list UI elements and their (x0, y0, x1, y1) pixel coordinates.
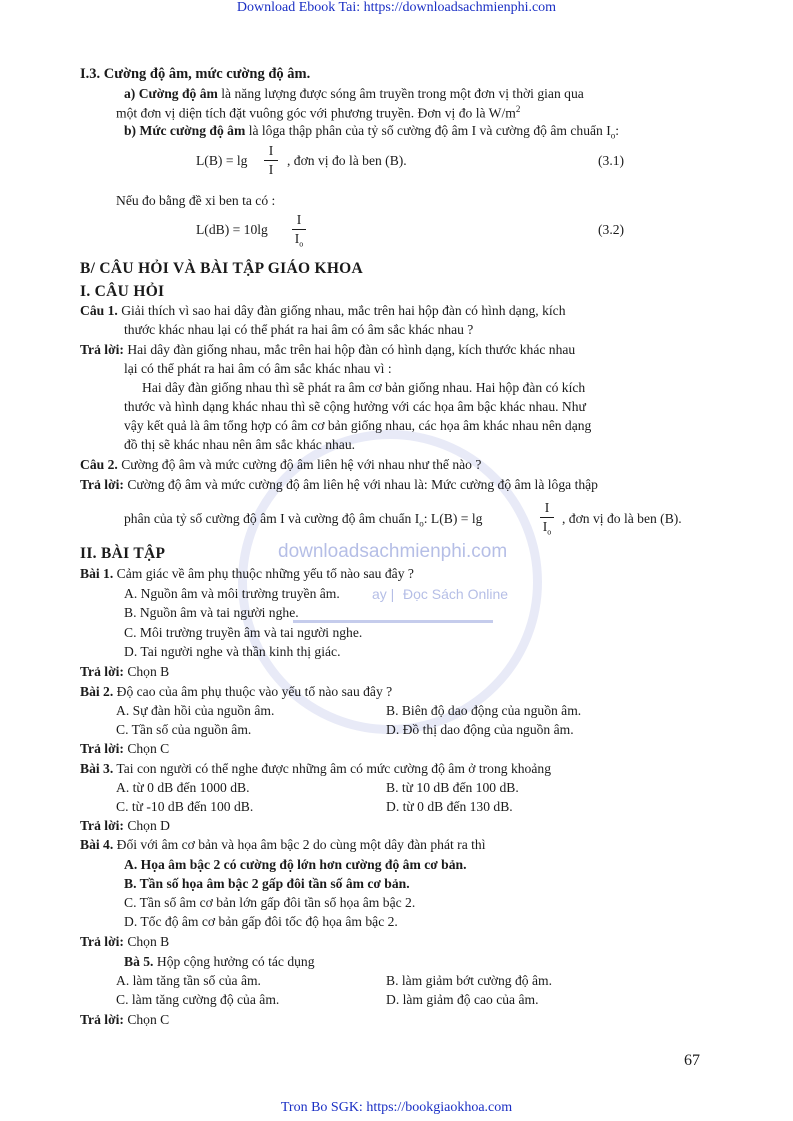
exercise-4-option-c: C. Tần số âm cơ bản lớn gấp đôi tần số họa âm bậc 2. (124, 895, 416, 910)
exercise-3-option-c: C. từ -10 dB đến 100 dB. (116, 799, 254, 814)
section-1-3-title: I.3. Cường độ âm, mức cường độ âm. (80, 66, 311, 82)
exercise-4-label: Bài 4. (80, 837, 114, 852)
page-number: 67 (684, 1052, 700, 1069)
exercise-1-answer: Trả lời: Chọn B (80, 664, 170, 679)
question-1-line1: Câu 1. Giải thích vì sao hai dây đàn giống nhau, mắc trên hai hộp đàn có hình dạng, kích (80, 303, 566, 318)
formula-3-1-number: (3.1) (598, 153, 625, 168)
answer-2-unit: , đơn vị đo là ben (B). (562, 511, 682, 526)
def-a-line2 (116, 104, 520, 122)
answer-1-line6: đồ thị sẽ khác nhau nên âm sắc khác nhau. (124, 437, 356, 452)
exercise-1-option-a: A. Nguồn âm và môi trường truyền âm. (124, 586, 340, 601)
exercise-2-answer: Trả lời: Chọn C (80, 741, 170, 756)
exercise-3-option-d: D. từ 0 dB đến 130 dB. (386, 799, 513, 814)
def-a-text2: một đơn vị diện tích đặt vuông góc với phương truyền. Đơn vị đo là W/m (116, 105, 516, 121)
footer-sgk-link[interactable]: Tron Bo SGK: https://bookgiaokhoa.com (280, 1100, 513, 1115)
exercise-2-label: Bài 2. (80, 684, 114, 699)
header-download-link[interactable]: Download Ebook Tai: https://downloadsachmienphi.com (236, 0, 557, 15)
exercise-4-option-b: B. Tần số họa âm bậc 2 gấp đôi tần số âm cơ bản. (124, 876, 410, 891)
answer-1-line5: vậy kết quả là âm tổng hợp có âm cơ bản giống nhau, các họa âm khác nhau nên dạng (124, 418, 592, 433)
answer-2-line2: phân của tỷ số cường độ âm I và cường độ âm chuẩn $I_o$: L(B) = lg (124, 511, 483, 529)
exercise-3-answer: Trả lời: Chọn D (80, 818, 170, 833)
exercise-2-question: Bài 2. Độ cao của âm phụ thuộc vào yếu tố nào sau đây ? (80, 684, 393, 699)
exercise-5-option-c: C. làm tăng cường độ của âm. (116, 992, 280, 1007)
def-a-line1 (124, 86, 584, 102)
exercise-1-option-b: B. Nguồn âm và tai người nghe. (124, 605, 299, 620)
exercise-1-label: Bài 1. (80, 566, 114, 581)
exercise-4-question: Bài 4. Đối với âm cơ bản và họa âm bậc 2 do cùng một dây đàn phát ra thì (80, 837, 486, 852)
answer-2-line1: Trả lời: Cường độ âm và mức cường độ âm liên hệ với nhau là: Mức cường độ âm là lôga thập (80, 477, 598, 492)
question-2-line: Câu 2. Cường độ âm và mức cường độ âm liên hệ với nhau như thế nào ? (80, 457, 482, 472)
exercise-4-answer: Trả lời: Chọn B (80, 934, 170, 949)
watermark-tagline-prefix: ay | (372, 586, 395, 602)
def-a-sup: 2 (515, 104, 521, 114)
decibel-note: Nếu đo bằng đề xi ben ta có : (116, 193, 276, 208)
question-1-label: Câu 1. (80, 303, 118, 318)
formula-3-2-numerator: I (296, 212, 302, 227)
formula-3-1-denominator: I (268, 162, 274, 177)
exercise-1-option-d: D. Tai người nghe và thần kinh thị giác. (124, 644, 341, 659)
watermark-site-text: downloadsachmienphi.com (278, 541, 508, 562)
formula-3-1-left: L(B) = lg (196, 153, 248, 168)
formula-3-2-fraction (292, 212, 306, 249)
formula-3-1-right: , đơn vị đo là ben (B). (287, 153, 407, 168)
formula-3-2-number: (3.2) (598, 222, 625, 237)
def-b-line (124, 123, 619, 141)
exercise-2-option-d: D. Đồ thị dao động của nguồn âm. (386, 722, 574, 737)
exercise-2-option-b: B. Biên độ dao động của nguồn âm. (386, 703, 582, 718)
exercise-3-option-a: A. từ 0 dB đến 1000 dB. (116, 780, 250, 795)
def-a-text1: là năng lượng được sóng âm truyền trong một đơn vị thời gian qua (221, 86, 584, 101)
exercise-2-option-c: C. Tần số của nguồn âm. (116, 722, 252, 737)
exercise-5-option-a: A. làm tăng tần số của âm. (116, 973, 261, 988)
def-b-label: b) (124, 123, 137, 138)
exercise-2-option-a: A. Sự đàn hồi của nguồn âm. (116, 703, 275, 718)
def-a-label: a) (124, 86, 136, 101)
exercise-5-option-b: B. làm giảm bớt cường độ âm. (386, 973, 552, 988)
answer-1-line1: Trả lời: Hai dây đàn giống nhau, mắc trên hai hộp đàn có hình dạng, kích thước khác nhau (80, 342, 576, 357)
def-b-term: Mức cường độ âm (139, 123, 246, 138)
watermark-tagline: Đọc Sách Online (403, 586, 509, 602)
exercise-3-question: Bài 3. Tai con người có thể nghe được những âm có mức cường độ âm ở trong khoảng (80, 761, 551, 776)
exercise-5-label: Bà 5. (124, 954, 154, 969)
answer-2-fraction: I $I_o$ (540, 500, 554, 537)
answer-1-line3: Hai dây đàn giống nhau thì sẽ phát ra âm cơ bản giống nhau. Hai hộp đàn có kích (142, 380, 586, 395)
answer-1-line4: thước và hình dạng khác nhau thì sẽ cộng hưởng với các họa âm bậc khác nhau. Như (124, 399, 586, 414)
answer-1-label: Trả lời: (80, 342, 124, 357)
exercise-4-option-d: D. Tốc độ âm cơ bản gấp đôi tốc độ họa âm bậc 2. (124, 914, 398, 929)
exercise-5-answer: Trả lời: Chọn C (80, 1012, 170, 1027)
watermark-underline (293, 620, 493, 623)
def-b-text: là lôga thập phân của tỷ số cường độ âm I và cường độ âm chuẩn I (248, 123, 611, 138)
formula-3-2-denominator: $I_o$ (294, 231, 304, 249)
exercise-1-option-c: C. Môi trường truyền âm và tai người nghe. (124, 625, 363, 640)
answer-2-label: Trả lời: (80, 477, 124, 492)
question-2-label: Câu 2. (80, 457, 118, 472)
section-exercises-title: II. BÀI TẬP (80, 545, 166, 562)
def-b-tail: : (615, 123, 620, 138)
exercise-3-label: Bài 3. (80, 761, 114, 776)
def-a-term: Cường độ âm (138, 86, 218, 101)
formula-3-1-fraction (264, 143, 278, 178)
formula-3-1-numerator: I (268, 143, 274, 158)
exercise-4-option-a: A. Họa âm bậc 2 có cường độ lớn hơn cường độ âm cơ bản. (124, 857, 467, 872)
exercise-3-option-b: B. từ 10 dB đến 100 dB. (386, 780, 519, 795)
def-b-sub: o (610, 130, 616, 141)
section-questions-title: I. CÂU HỎI (80, 283, 165, 300)
formula-3-2-left: L(dB) = 10lg (196, 222, 268, 237)
exercise-1-question: Bài 1. Cảm giác về âm phụ thuộc những yếu tố nào sau đây ? (80, 566, 414, 581)
exercise-5-option-d: D. làm giảm độ cao của âm. (386, 992, 539, 1007)
answer-1-line2: lại có thể phát ra hai âm có âm sắc khác nhau vì : (124, 361, 392, 376)
question-1-line2: thước khác nhau lại có thể phát ra hai âm có âm sắc khác nhau ? (124, 322, 474, 337)
part-b-title: B/ CÂU HỎI VÀ BÀI TẬP GIÁO KHOA (80, 260, 364, 277)
exercise-5-question: Bà 5. Hộp cộng hưởng có tác dụng (124, 954, 315, 969)
